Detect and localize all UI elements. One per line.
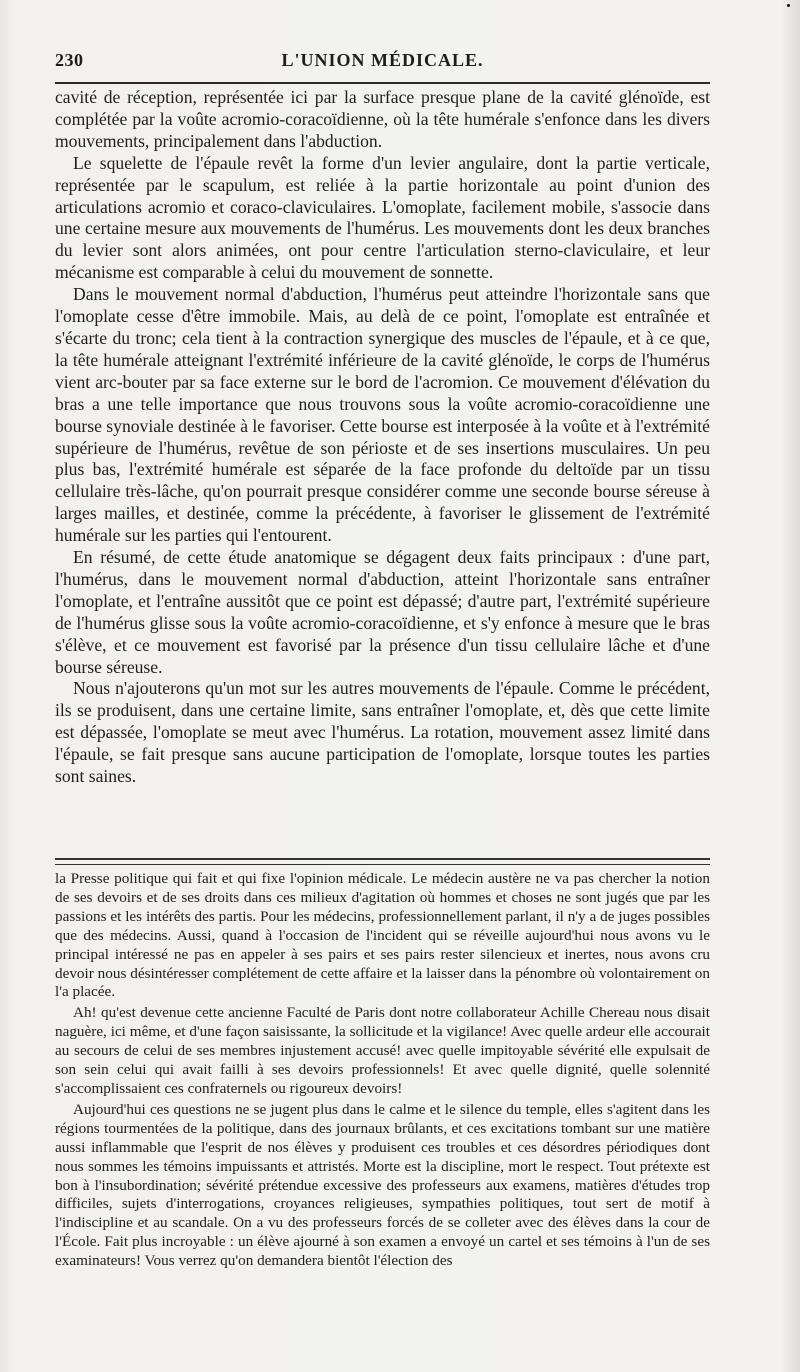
feuilleton-separator [55,858,710,865]
ink-speck [787,4,790,7]
article-paragraph: Nous n'ajouterons qu'un mot sur les autres mouvements de l'épaule. Comme le précédent, ils se produisent, dans une certaine limite, sans entraîner l'omoplate, et, dès que cette limite est dépassée, l'omoplate se meut avec l'humérus. La rotation, mouvement assez limité dans l'épaule, se fait presque sans aucune participation de l'omoplate, lorsque toutes les parties sont saines. [55,678,710,787]
article-body [55,87,710,788]
article-paragraph: cavité de réception, représentée ici par la surface presque plane de la cavité glénoïde, est complétée par la voûte acromio-coracoïdienne, où la tête humérale s'enfonce dans les divers mouvements, principalement dans l'abduction. [55,87,710,151]
feuilleton-paragraph: Aujourd'hui ces questions ne se jugent plus dans le calme et le silence du temple, elles s'agitent dans les régions tourmentées de la politique, dans des journaux brûlants, et ces excitations tombant sur une matière aussi inflammable que l'esprit de nos élèves y produisent ces troubles et ces désordres périodiques dont nous sommes les témoins impuissants et attristés. Morte est la discipline, mort le respect. Tout prétexte est bon à l'insubordination; sévérité prétendue excessive des professeurs aux examens, matières d'études trop difficiles, sujets d'interrogations, croyances religieuses, sympathies politiques, tout sert de motif à l'indiscipline et au scandale. On a vu des professeurs forcés de se colleter avec des élèves dans la cour de l'École. Fait plus incroyable : un élève ajourné à son examen a envoyé un cartel et ses témoins à l'un de ses examinateurs! Vous verrez qu'on demandera bientôt l'élection des [55,1100,710,1270]
article-paragraph: Le squelette de l'épaule revêt la forme d'un levier angulaire, dont la partie verticale, représentée par le scapulum, est reliée à la partie horizontale au point d'union des articulations acromio et coraco-claviculaires. L'omoplate, facilement mobile, s'associe dans une certaine mesure aux mouvements de l'humérus. Les mouvements dont les deux branches du levier sont alors animées, ont pour centre l'articulation sterno-claviculaire, et leur mécanisme est comparable à celui du mouvement de sonnette. [55,152,710,283]
page-number: 230 [55,50,84,70]
page-header [55,50,710,76]
article-paragraph: En résumé, de cette étude anatomique se dégagent deux faits principaux : d'une part, l'humérus, dans le mouvement normal d'abduction, atteint l'horizontale sans entraîner l'omoplate, et l'entraîne aussitôt que ce point est dépassé; d'autre part, l'extrémité supérieure de l'humérus glisse sous la voûte acromio-coracoïdienne, et s'y enfonce à mesure que le bras s'élève, et ce mouvement est favorisé par la présence d'un tissu cellulaire lâche et d'une bourse séreuse. [55,547,710,677]
article-paragraph: Dans le mouvement normal d'abduction, l'humérus peut atteindre l'horizontale sans que l'omoplate cesse d'être immobile. Mais, au delà de ce point, l'omoplate est entraînée et s'écarte du tronc; cela tient à la contraction synergique des muscles de l'épaule, et à ce que, la tête humérale atteignant l'extrémité inférieure de la cavité glénoïde, le corps de l'humérus vient arc-bouter par sa face externe sur le bord de l'acromion. Ce mouvement d'élévation du bras a une telle importance que nous trouvons sous la voûte acromio-coracoïdienne une bourse synoviale destinée à le favoriser. Cette bourse est interposée à la voûte et à l'extrémité supérieure de l'humérus, revêtue de son périoste et de ses insertions musculaires. Un peu plus bas, l'extrémité humérale est séparée de la face profonde du deltoïde par un tissu cellulaire très-lâche, qu'on pourrait presque considérer comme une seconde bourse séreuse à larges mailles, et destinée, comme la précédente, à favoriser le glissement de l'extrémité humérale sur les parties qui l'entourent. [55,284,710,546]
feuilleton-body [55,870,710,1273]
header-rule [55,82,710,84]
feuilleton-paragraph: Ah! qu'est devenue cette ancienne Faculté de Paris dont notre collaborateur Achille Chereau nous disait naguère, ici même, et d'une façon saisissante, la sollicitude et la vigilance! Avec quelle ardeur elle accourait au secours de celui de ses membres injustement accusé! avec quelle impitoyable sévérité elle expulsait de son sein celui qui avait failli à ses devoirs professionnels! Et avec quelle dignité, quelle solennité s'accomplissaient ces confraternels ou rigoureux devoirs! [55,1004,710,1097]
feuilleton-paragraph: la Presse politique qui fait et qui fixe l'opinion médicale. Le médecin austère ne va pas chercher la notion de ses devoirs et de ses droits dans ces milieux d'agitation où hommes et choses ne sont jugés que par les passions et les intérêts des partis. Pour les médecins, professionnellement parlant, il n'y a de juges possibles que des médecins. Aussi, quand à l'occasion de l'incident qui se réveille aujourd'hui nous avons vu le principal intéressé ne pas en appeler à ses pairs et ses pairs rester silencieux et inertes, nous avons cru devoir nous désintéresser complétement de cette affaire et la laisser dans la pénombre où volontairement on l'a placée. [55,870,710,1001]
running-head: L'UNION MÉDICALE. [281,50,484,70]
